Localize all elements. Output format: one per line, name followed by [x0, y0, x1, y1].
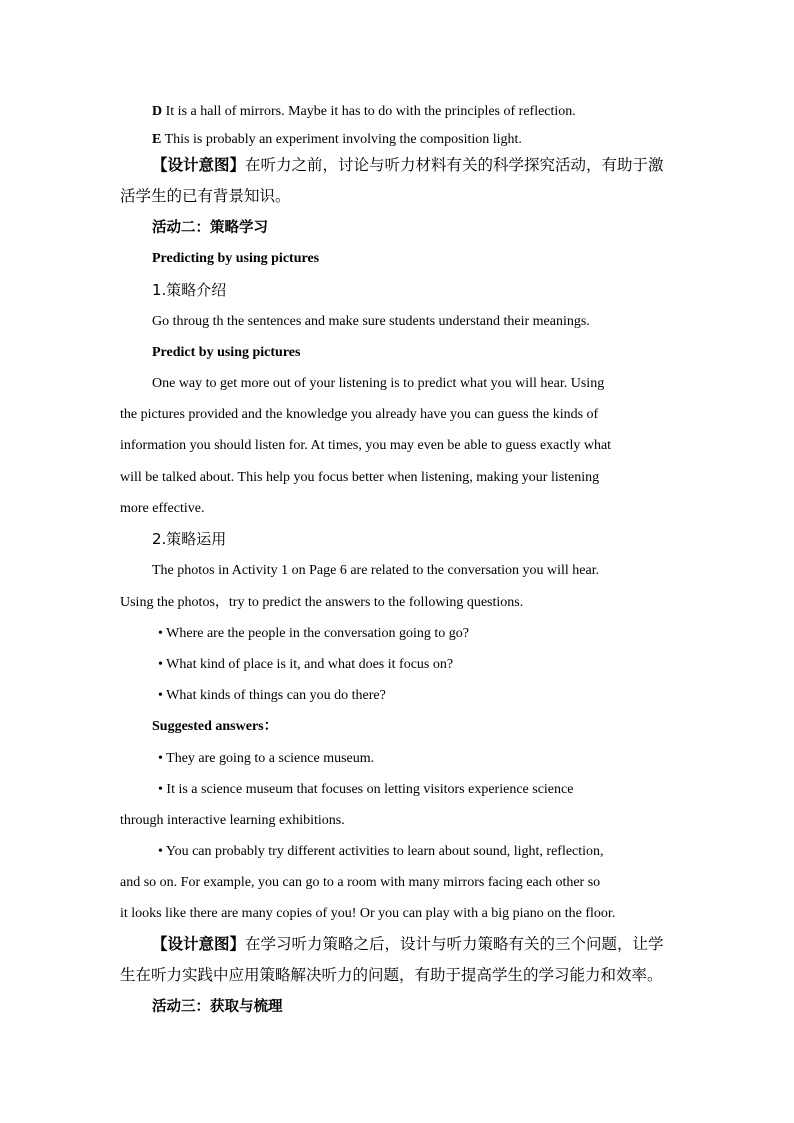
- question-1: • Where are the people in the conversation going to go?: [158, 626, 469, 641]
- question-2: • What kind of place is it, and what does it focus on?: [158, 657, 454, 672]
- option-e: [152, 131, 522, 149]
- paragraph-line-1: One way to get more out of your listening is to predict what you will hear. Using: [152, 376, 605, 391]
- suggested-answers-label: Suggested answers：: [152, 719, 278, 734]
- question-3: • What kinds of things can you do there?: [158, 688, 386, 703]
- section-2-title: 2.策略运用: [152, 530, 227, 548]
- answer-3-line-2: and so on. For example, you can go to a room with many mirrors facing each other so: [120, 875, 601, 890]
- answer-2-line-2: through interactive learning exhibitions.: [120, 813, 345, 828]
- design-intent-2-label: 【设计意图】: [152, 935, 246, 953]
- answer-3-line-3: it looks like there are many copies of you! Or you can play with a big piano on the floor.: [120, 906, 616, 921]
- section-1-text: Go throug th the sentences and make sure students understand their meanings.: [152, 314, 590, 329]
- paragraph-line-2: the pictures provided and the knowledge you already have you can guess the kinds of: [120, 407, 599, 422]
- design-intent-2-line1: [152, 934, 664, 954]
- design-intent-1-label: 【设计意图】: [152, 156, 246, 174]
- strategy-heading: Predicting by using pictures: [152, 251, 320, 266]
- paragraph-line-4: will be talked about. This help you focus better when listening, making your listening: [120, 470, 600, 485]
- design-intent-1-line1: [152, 155, 664, 175]
- design-intent-2-line2: 生在听力实践中应用策略解决听力的问题，有助于提高学生的学习能力和效率。: [120, 966, 663, 984]
- option-e-letter: E: [152, 132, 162, 147]
- design-intent-2-text: 在学习听力策略之后，设计与听力策略有关的三个问题，让学: [245, 935, 664, 953]
- section-1-title: 1.策略介绍: [152, 281, 227, 299]
- activity-2-title: 活动二：策略学习: [152, 220, 268, 236]
- paragraph-line-3: information you should listen for. At times, you may even be able to guess exactly what: [120, 438, 612, 453]
- predict-heading: Predict by using pictures: [152, 345, 301, 360]
- option-d-letter: D: [152, 104, 163, 119]
- option-d-text: It is a hall of mirrors. Maybe it has to do with the principles of reflection.: [162, 104, 576, 119]
- answer-1: • They are going to a science museum.: [158, 751, 375, 766]
- design-intent-1-text: 在听力之前，讨论与听力材料有关的科学探究活动，有助于激: [245, 156, 664, 174]
- activity-3-title: 活动三：获取与梳理: [152, 999, 283, 1015]
- option-e-text: This is probably an experiment involving the composition light.: [161, 132, 522, 147]
- section-2-line-1: The photos in Activity 1 on Page 6 are related to the conversation you will hear.: [152, 563, 600, 578]
- answer-3-line-1: • You can probably try different activities to learn about sound, light, reflection,: [158, 844, 604, 859]
- design-intent-1-line2: 活学生的已有背景知识。: [120, 187, 291, 205]
- answer-2-line-1: • It is a science museum that focuses on letting visitors experience science: [158, 782, 574, 797]
- paragraph-line-5: more effective.: [120, 501, 205, 516]
- section-2-line-2: Using the photos，try to predict the answers to the following questions.: [120, 595, 524, 610]
- option-d: [152, 103, 576, 121]
